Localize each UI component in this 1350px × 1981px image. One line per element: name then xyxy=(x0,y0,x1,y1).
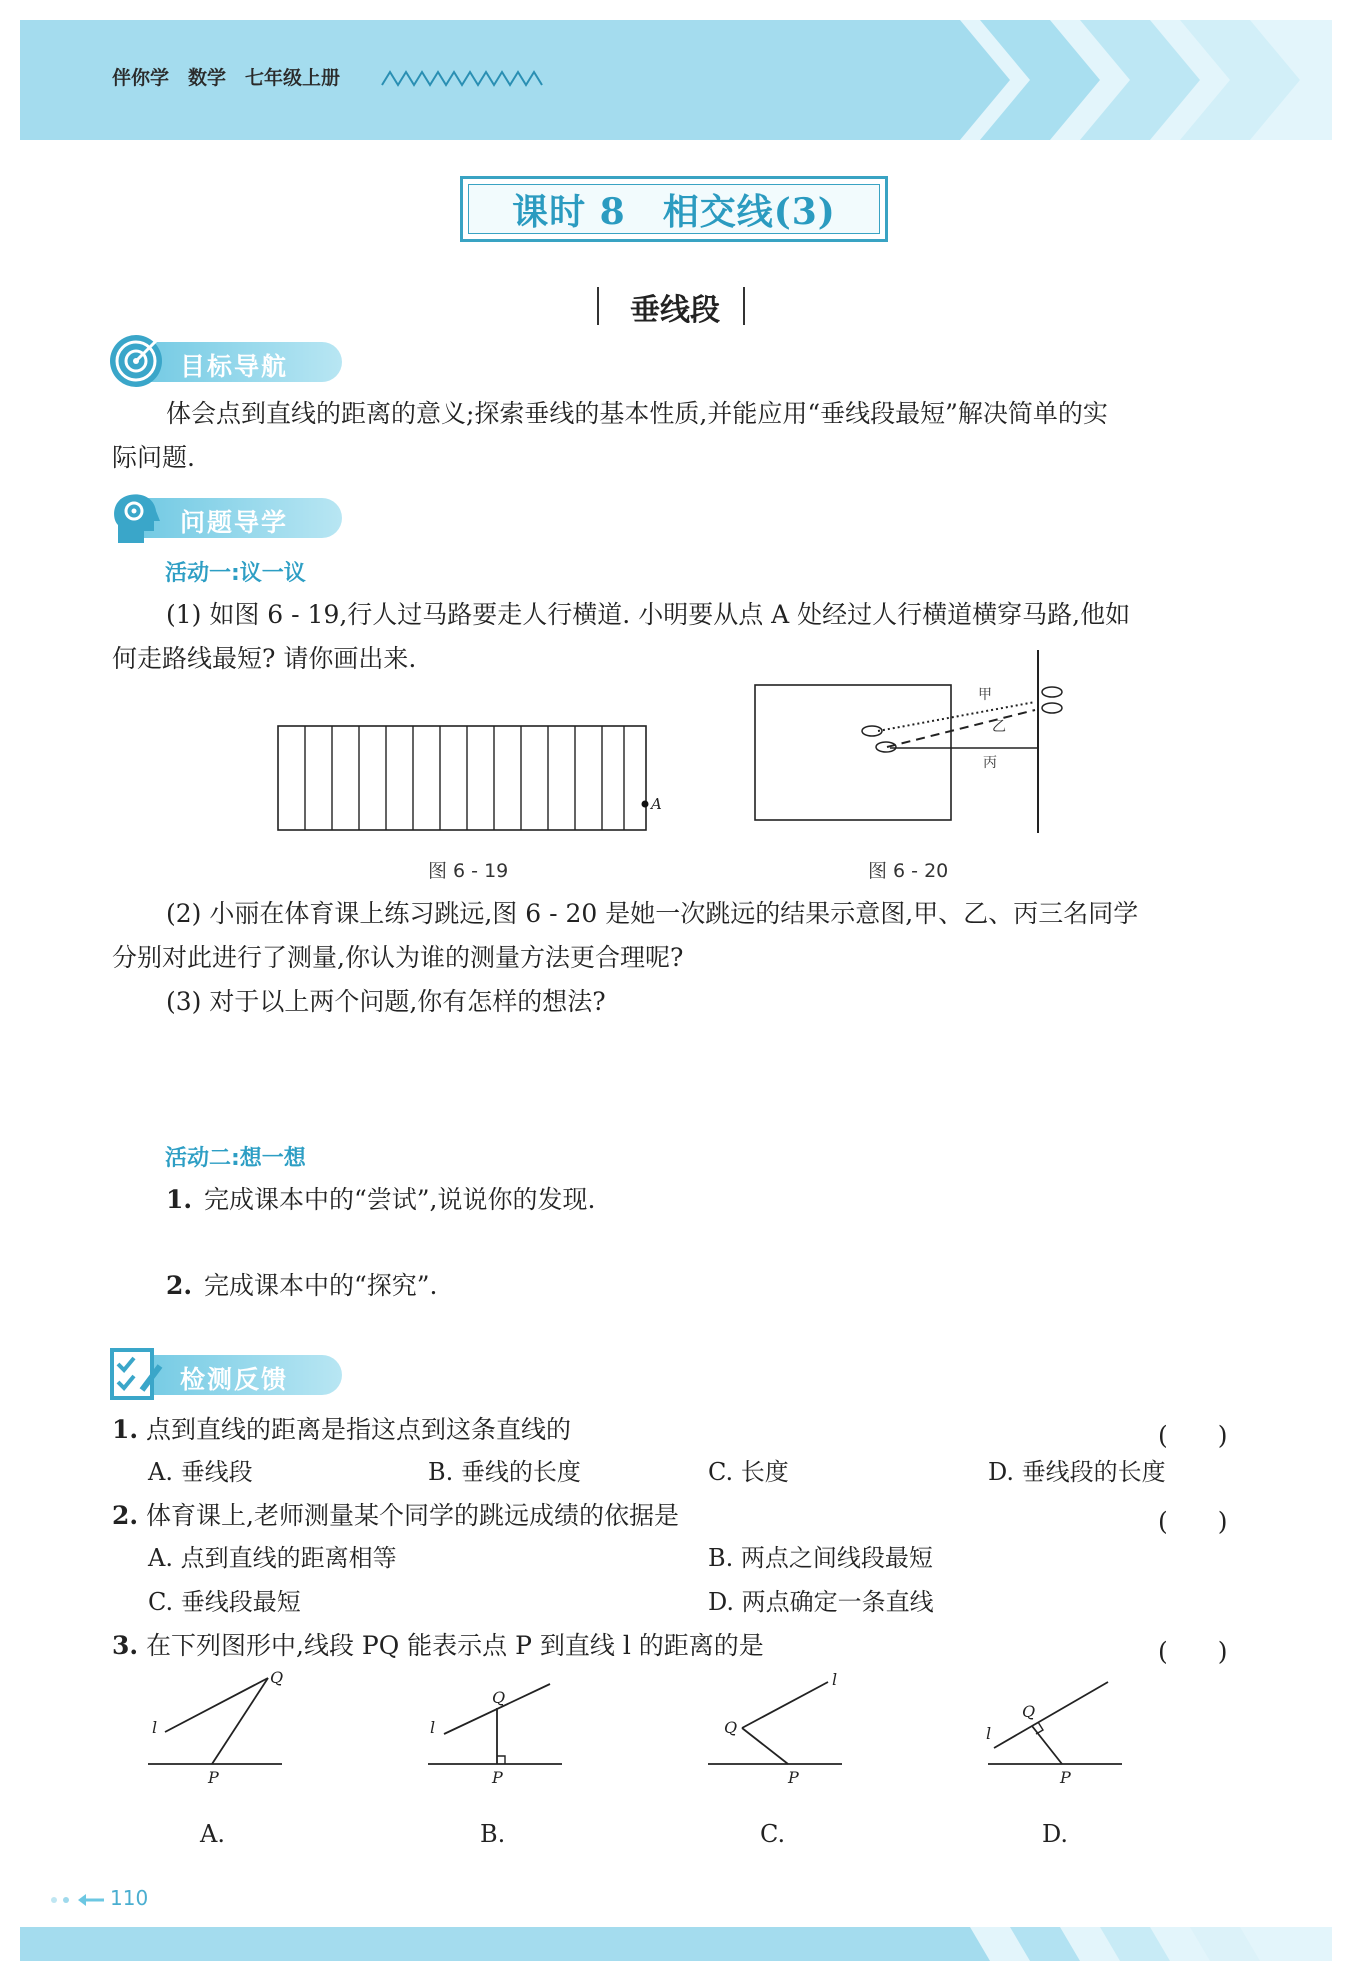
book-title: 伴你学 数学 七年级上册 xyxy=(112,67,341,89)
diagram-a-label-p: P xyxy=(208,1768,219,1787)
activity2-item2: 完成课本中的“探究”. xyxy=(204,1271,438,1300)
question2-answer-paren[interactable]: ( ) xyxy=(1158,1507,1228,1536)
fig620-label-yi: 乙 xyxy=(992,719,1006,735)
question2-option-b[interactable]: B. 两点之间线段最短 xyxy=(708,1544,933,1572)
diagram-d-label-l: l xyxy=(986,1724,992,1743)
question3-option-b[interactable]: B. xyxy=(480,1820,506,1848)
fig620-label-bing: 丙 xyxy=(983,755,997,771)
diagram-c-label-p: P xyxy=(788,1768,799,1787)
head-gear-icon xyxy=(108,489,164,545)
question3-stem: 在下列图形中,线段 PQ 能表示点 P 到直线 l 的距离的是 xyxy=(146,1631,764,1660)
goal-text-line1: 体会点到直线的距离的意义;探索垂线的基本性质,并能应用“垂线段最短”解决简单的实 xyxy=(166,399,1108,428)
question2-option-a[interactable]: A. 点到直线的距离相等 xyxy=(148,1544,397,1572)
checklist-icon xyxy=(108,1346,164,1402)
activity2-item2-number: 2. xyxy=(166,1271,193,1300)
diagram-c-label-q: Q xyxy=(724,1718,738,1737)
footer-decoration xyxy=(20,1927,1332,1961)
diagram-a-label-q: Q xyxy=(270,1668,284,1687)
question1-stem: 点到直线的距离是指这点到这条直线的 xyxy=(146,1415,572,1444)
activity1-q1-line2: 何走路线最短? 请你画出来. xyxy=(112,644,417,673)
lesson-subtitle: 垂线段 xyxy=(630,293,720,328)
guide-section-title: 问题导学 xyxy=(180,508,289,537)
diagram-c-label-l: l xyxy=(832,1670,838,1689)
diagram-d-label-p: P xyxy=(1060,1768,1071,1787)
activity2-item1-number: 1. xyxy=(166,1185,193,1214)
question2-option-c[interactable]: C. 垂线段最短 xyxy=(148,1588,301,1616)
activity1-q2-line1: (2) 小丽在体育课上练习跳远,图 6 - 20 是她一次跳远的结果示意图,甲、乙、丙三名同学 xyxy=(166,899,1139,928)
activity1-title: 活动一:议一议 xyxy=(165,561,306,586)
activity1-q2-line2: 分别对此进行了测量,你认为谁的测量方法更合理呢? xyxy=(112,943,684,972)
question1-number: 1. xyxy=(112,1415,139,1444)
feedback-section-title: 检测反馈 xyxy=(180,1365,289,1394)
fig619-caption: 图 6 - 19 xyxy=(428,860,509,882)
figure-6-20-long-jump xyxy=(750,645,1080,840)
goal-section-title: 目标导航 xyxy=(180,352,289,381)
footer-band xyxy=(20,1927,1332,1961)
question3-diagram-b[interactable] xyxy=(420,1670,580,1780)
question1-option-b[interactable]: B. 垂线的长度 xyxy=(428,1458,581,1486)
question2-number: 2. xyxy=(112,1501,139,1530)
question3-number: 3. xyxy=(112,1631,139,1660)
question2-option-d[interactable]: D. 两点确定一条直线 xyxy=(708,1588,934,1616)
fig619-point-label: A xyxy=(651,795,662,813)
question1-answer-paren[interactable]: ( ) xyxy=(1158,1421,1228,1450)
page-number: 110 xyxy=(110,1886,149,1910)
point-a-dot xyxy=(642,801,649,808)
question3-answer-paren[interactable]: ( ) xyxy=(1158,1637,1228,1666)
subtitle-divider-right xyxy=(743,287,745,325)
page-arrow-icon xyxy=(48,1890,112,1910)
diagram-b-label-l: l xyxy=(430,1718,436,1737)
diagram-a-label-l: l xyxy=(152,1718,158,1737)
question2-stem: 体育课上,老师测量某个同学的跳远成绩的依据是 xyxy=(146,1501,679,1530)
diagram-d-label-q: Q xyxy=(1022,1702,1036,1721)
fig620-caption: 图 6 - 20 xyxy=(868,860,949,882)
question3-option-d[interactable]: D. xyxy=(1042,1820,1069,1848)
question1-option-a[interactable]: A. 垂线段 xyxy=(148,1458,253,1486)
fig620-label-jia: 甲 xyxy=(978,687,992,703)
question3-option-c[interactable]: C. xyxy=(760,1820,786,1848)
figure-6-19-crosswalk xyxy=(270,720,670,840)
goal-text-line2: 际问题. xyxy=(112,443,195,472)
diagram-b-label-p: P xyxy=(492,1768,503,1787)
target-icon xyxy=(108,333,164,389)
activity2-item1: 完成课本中的“尝试”,说说你的发现. xyxy=(204,1185,596,1214)
question3-diagram-d[interactable] xyxy=(980,1670,1140,1780)
question1-option-c[interactable]: C. 长度 xyxy=(708,1458,789,1486)
activity2-title: 活动二:想一想 xyxy=(165,1146,306,1171)
question3-option-a[interactable]: A. xyxy=(200,1820,225,1848)
activity1-q3: (3) 对于以上两个问题,你有怎样的想法? xyxy=(166,987,606,1016)
diagram-b-label-q: Q xyxy=(492,1688,506,1707)
question1-option-d[interactable]: D. 垂线段的长度 xyxy=(988,1458,1166,1486)
activity1-q1-line1: (1) 如图 6 - 19,行人过马路要走人行横道. 小明要从点 A 处经过人行横道横穿马路,他如 xyxy=(166,600,1131,629)
lesson-title: 课时 8 相交线(3) xyxy=(512,191,836,233)
